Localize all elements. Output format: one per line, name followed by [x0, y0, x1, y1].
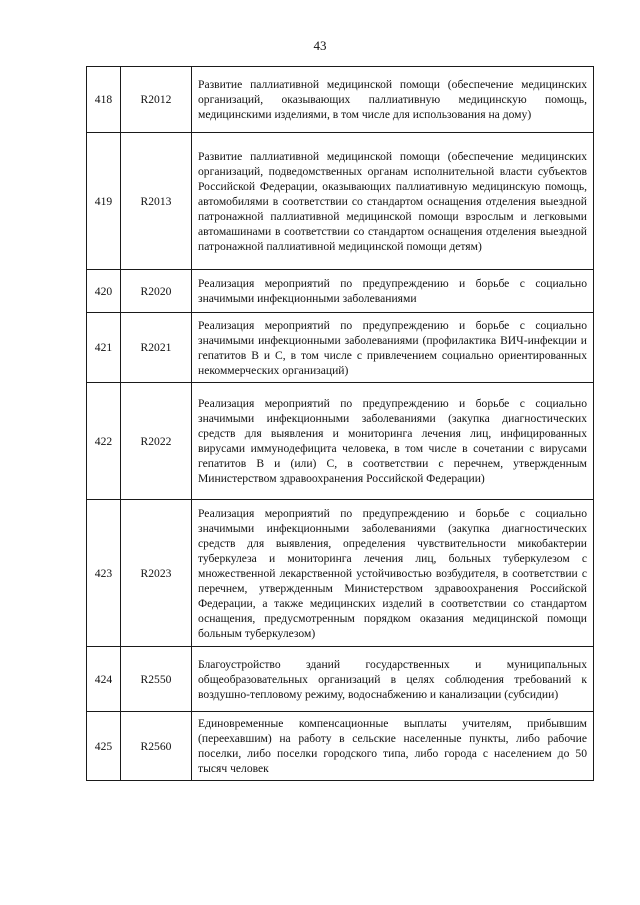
row-description-cell: Единовременные компенсационные выплаты учителям, прибывшим (переехавшим) на работу в сельские населенные пункты, либо рабочие поселки, либо поселки городского типа, либо города с населением до 50 тысяч человек	[192, 712, 594, 781]
table-row	[87, 712, 594, 781]
budget-code-table	[86, 66, 594, 781]
row-number-cell: 418	[87, 67, 121, 133]
row-number-cell: 423	[87, 500, 121, 647]
table-row	[87, 383, 594, 500]
row-description-cell: Благоустройство зданий государственных и муниципальных общеобразовательных организаций в целях соблюдения требований к воздушно-тепловому режиму, водоснабжению и канализации (субсидии)	[192, 647, 594, 712]
row-code-cell: R2560	[121, 712, 192, 781]
row-number-cell: 422	[87, 383, 121, 500]
table-row	[87, 647, 594, 712]
table-row	[87, 270, 594, 313]
row-number-cell: 419	[87, 133, 121, 270]
table-row	[87, 313, 594, 383]
row-description-cell: Реализация мероприятий по предупреждению и борьбе с социально значимыми инфекционными заболеваниями (профилактика ВИЧ-инфекции и гепатитов B и C, в том числе с привлечением социально ориентированных некоммерческих организаций)	[192, 313, 594, 383]
row-code-cell: R2022	[121, 383, 192, 500]
row-code-cell: R2012	[121, 67, 192, 133]
table-row	[87, 500, 594, 647]
row-code-cell: R2023	[121, 500, 192, 647]
row-code-cell: R2013	[121, 133, 192, 270]
row-number-cell: 421	[87, 313, 121, 383]
row-description-cell: Реализация мероприятий по предупреждению и борьбе с социально значимыми инфекционными заболеваниями (закупка диагностических средств для выявления, определения чувствительности микобактерии туберкулеза и мониторинга лечения лиц, больных туберкулезом с множественной лекарственной устойчивостью возбудителя, в соответствии с перечнем, утвержденным Министерством здравоохранения Российской Федерации, а также медицинских изделий в соответствии со стандартом оснащения, предусмотренным порядком оказания медицинской помощи больным туберкулезом)	[192, 500, 594, 647]
row-number-cell: 425	[87, 712, 121, 781]
row-code-cell: R2550	[121, 647, 192, 712]
row-number-cell: 424	[87, 647, 121, 712]
row-description-cell: Развитие паллиативной медицинской помощи (обеспечение медицинских организаций, подведомственных органам исполнительной власти субъектов Российской Федерации, оказывающих паллиативную медицинскую помощь, автомобилями в соответствии со стандартом оснащения отделения выездной патронажной паллиативной медицинской помощи взрослым и легковыми автомашинами в соответствии со стандартом оснащения отделения выездной патронажной паллиативной медицинской помощи детям)	[192, 133, 594, 270]
row-description-cell: Развитие паллиативной медицинской помощи (обеспечение медицинских организаций, оказывающих паллиативную медицинскую помощь, медицинскими изделиями, в том числе для использования на дому)	[192, 67, 594, 133]
row-number-cell: 420	[87, 270, 121, 313]
row-code-cell: R2020	[121, 270, 192, 313]
table-row	[87, 133, 594, 270]
table-row	[87, 67, 594, 133]
row-code-cell: R2021	[121, 313, 192, 383]
row-description-cell: Реализация мероприятий по предупреждению и борьбе с социально значимыми инфекционными заболеваниями (закупка диагностических средств для выявления и мониторинга лечения лиц, инфицированных вирусами иммунодефицита человека, в том числе в сочетании с вирусами гепатитов B и (или) C, в соответствии с перечнем, утвержденным Министерством здравоохранения Российской Федерации)	[192, 383, 594, 500]
row-description-cell: Реализация мероприятий по предупреждению и борьбе с социально значимыми инфекционными заболеваниями	[192, 270, 594, 313]
page-number: 43	[313, 38, 327, 53]
